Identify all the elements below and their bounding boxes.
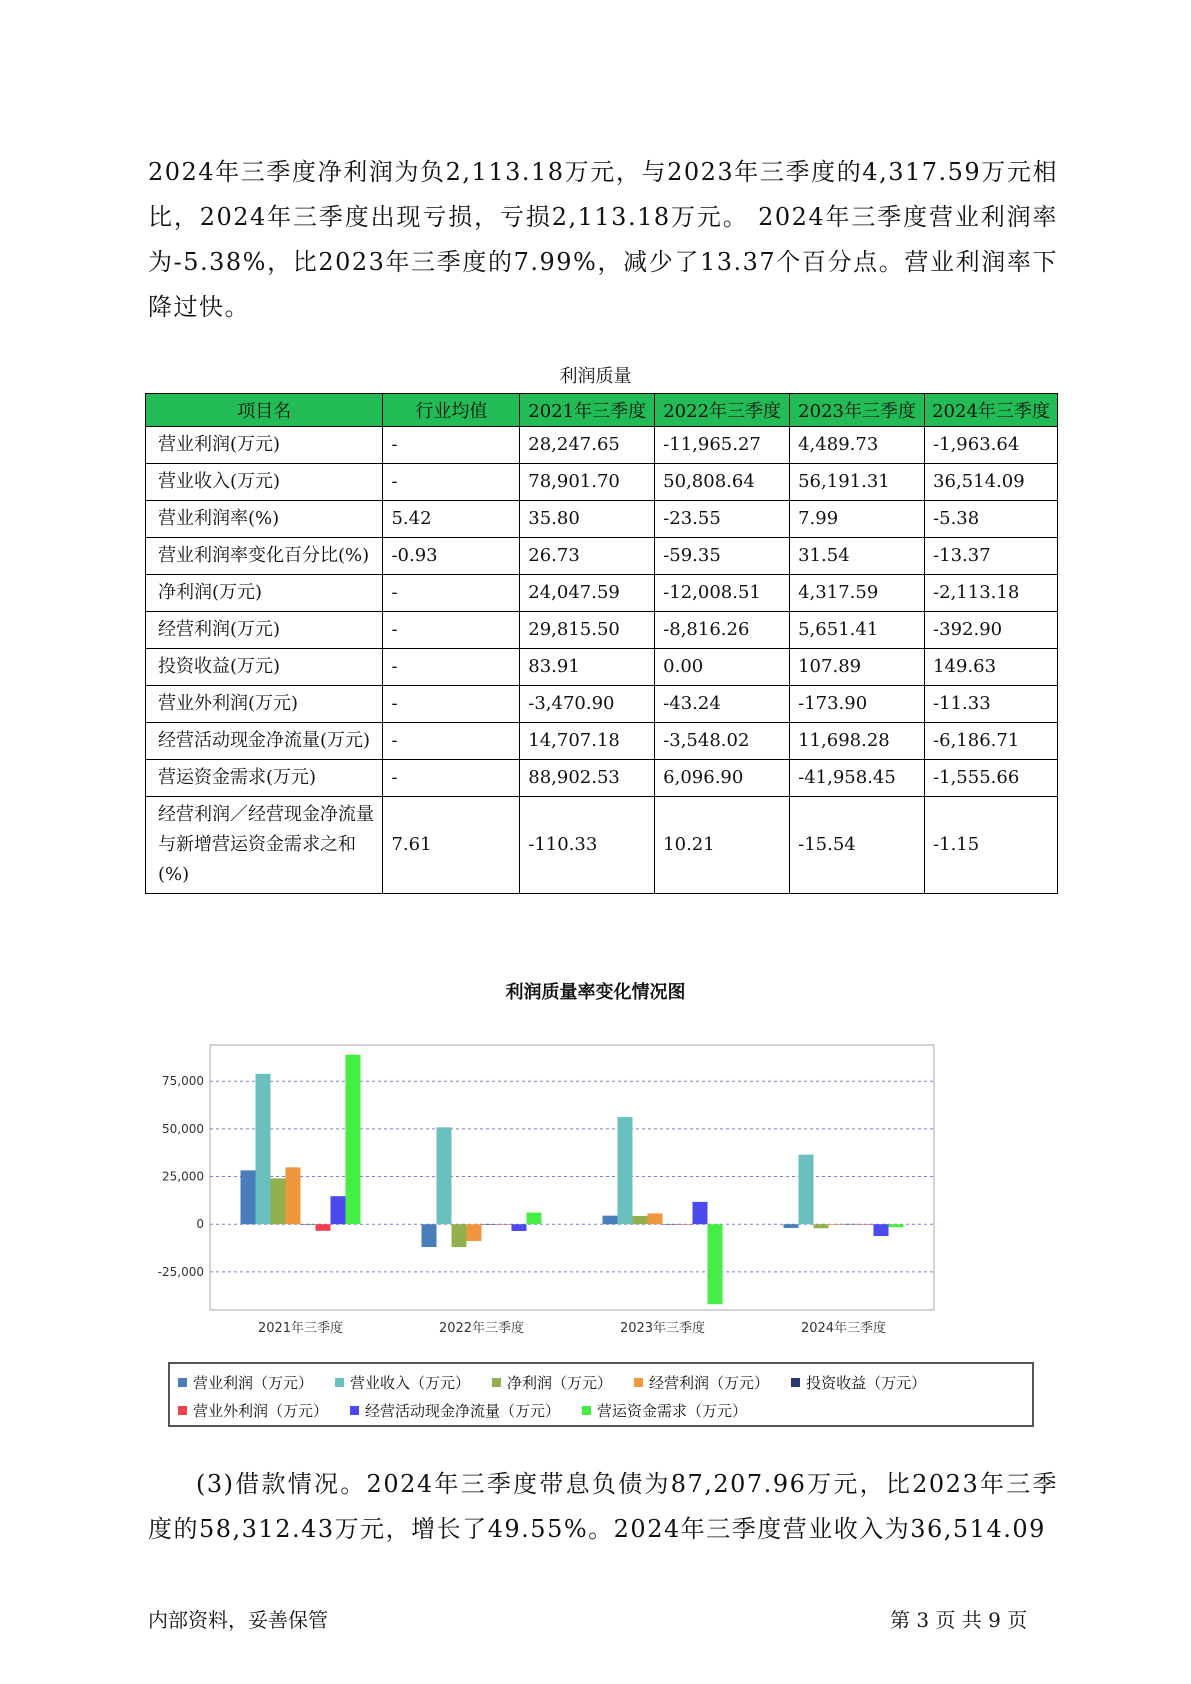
table-cell: 6,096.90: [655, 760, 790, 797]
bar: [784, 1224, 799, 1228]
table-cell: 83.91: [520, 649, 655, 686]
table-row: [146, 427, 1058, 464]
bar: [241, 1170, 256, 1224]
row-label: 经营活动现金净流量(万元): [146, 723, 383, 760]
bar: [603, 1216, 618, 1225]
profit-quality-table: [145, 393, 1058, 894]
table-row: [146, 464, 1058, 501]
table-title: 利润质量: [559, 366, 632, 387]
chart-title: 利润质量率变化情况图: [505, 982, 686, 1003]
bar: [286, 1167, 301, 1224]
legend-swatch: [350, 1406, 359, 1415]
table-cell: -2,113.18: [925, 575, 1058, 612]
bar: [829, 1224, 844, 1225]
legend-label: 经营利润（万元）: [649, 1373, 770, 1392]
table-cell: -: [383, 575, 520, 612]
table-cell: -8,816.26: [655, 612, 790, 649]
legend-label: 投资收益（万元）: [806, 1373, 927, 1392]
table-cell: 107.89: [790, 649, 925, 686]
table-cell: 10.21: [655, 797, 790, 894]
table-cell: 14,707.18: [520, 723, 655, 760]
legend-swatch: [335, 1378, 344, 1387]
table-cell: 7.99: [790, 501, 925, 538]
table-row: [146, 575, 1058, 612]
legend-label: 净利润（万元）: [507, 1373, 613, 1392]
legend-label: 营业外利润（万元）: [193, 1401, 329, 1420]
legend-label: 营运资金需求（万元）: [597, 1401, 748, 1420]
table-cell: 4,317.59: [790, 575, 925, 612]
table-cell: -: [383, 686, 520, 723]
legend-label: 营业利润（万元）: [193, 1373, 314, 1392]
row-label: 经营利润(万元): [146, 612, 383, 649]
table-cell: -43.24: [655, 686, 790, 723]
x-tick-label: 2021年三季度: [257, 1321, 344, 1336]
bar: [316, 1224, 331, 1231]
y-tick-label: 25,000: [162, 1169, 204, 1184]
y-tick-label: -25,000: [157, 1264, 204, 1279]
bar: [437, 1127, 452, 1224]
table-row: [146, 649, 1058, 686]
chart-legend: [168, 1362, 1034, 1427]
table-cell: -1.15: [925, 797, 1058, 894]
bar: [512, 1224, 527, 1231]
legend-swatch: [492, 1378, 501, 1387]
table-cell: 78,901.70: [520, 464, 655, 501]
bar: [497, 1224, 512, 1225]
plot-area: [210, 1045, 934, 1310]
table-cell: -0.93: [383, 538, 520, 575]
table-row: [146, 686, 1058, 723]
bar: [648, 1213, 663, 1224]
bar: [256, 1074, 271, 1224]
table-cell: 0.00: [655, 649, 790, 686]
bar: [618, 1117, 633, 1224]
table-cell: -59.35: [655, 538, 790, 575]
legend-label: 经营活动现金净流量（万元）: [365, 1401, 561, 1420]
table-header-row: [146, 394, 1058, 427]
legend-item: [178, 1372, 313, 1393]
table-cell: 149.63: [925, 649, 1058, 686]
legend-item: [350, 1400, 560, 1421]
y-tick-label: 50,000: [162, 1121, 204, 1136]
table-cell: -41,958.45: [790, 760, 925, 797]
table-cell: 88,902.53: [520, 760, 655, 797]
legend-item: [634, 1372, 769, 1393]
table-cell: -3,470.90: [520, 686, 655, 723]
table-cell: 5.42: [383, 501, 520, 538]
table-row: [146, 797, 1058, 894]
footer-confidential: 内部资料，妥善保管: [148, 1608, 328, 1632]
bar: [331, 1196, 346, 1224]
table-cell: -: [383, 649, 520, 686]
legend-item: [582, 1400, 747, 1421]
header-2023q3: 2023年三季度: [790, 394, 925, 427]
table-cell: 35.80: [520, 501, 655, 538]
legend-swatch: [634, 1378, 643, 1387]
legend-item: [178, 1400, 328, 1421]
bar: [346, 1055, 361, 1224]
table-cell: 5,651.41: [790, 612, 925, 649]
table-cell: -173.90: [790, 686, 925, 723]
table-cell: 28,247.65: [520, 427, 655, 464]
table-row: [146, 538, 1058, 575]
bar: [452, 1224, 467, 1247]
bar: [301, 1224, 316, 1225]
table-cell: 4,489.73: [790, 427, 925, 464]
table-cell: -12,008.51: [655, 575, 790, 612]
table-cell: -: [383, 612, 520, 649]
table-cell: -: [383, 464, 520, 501]
table-cell: 56,191.31: [790, 464, 925, 501]
row-label: 营业利润率变化百分比(%): [146, 538, 383, 575]
row-label: 营业收入(万元): [146, 464, 383, 501]
y-tick-label: 0: [196, 1217, 204, 1232]
table-cell: -: [383, 427, 520, 464]
legend-swatch: [791, 1378, 800, 1387]
table-cell: -: [383, 760, 520, 797]
header-2022q3: 2022年三季度: [655, 394, 790, 427]
legend-swatch: [178, 1406, 187, 1415]
bar: [799, 1155, 814, 1225]
header-industry-avg: 行业均值: [383, 394, 520, 427]
table-cell: 24,047.59: [520, 575, 655, 612]
table-row: [146, 723, 1058, 760]
bar: [874, 1224, 889, 1236]
row-label: 投资收益(万元): [146, 649, 383, 686]
bar: [467, 1224, 482, 1241]
table-cell: -3,548.02: [655, 723, 790, 760]
bar: [633, 1216, 648, 1224]
legend-label: 营业收入（万元）: [350, 1373, 471, 1392]
row-label: 营运资金需求(万元): [146, 760, 383, 797]
table-cell: -23.55: [655, 501, 790, 538]
y-tick-label: 75,000: [162, 1074, 204, 1089]
row-label: 经营利润／经营现金净流量与新增营运资金需求之和(%): [146, 797, 383, 894]
table-cell: 26.73: [520, 538, 655, 575]
bar: [844, 1224, 859, 1225]
table-row: [146, 760, 1058, 797]
row-label: 营业外利润(万元): [146, 686, 383, 723]
table-cell: 50,808.64: [655, 464, 790, 501]
bar: [678, 1224, 693, 1225]
legend-item: [492, 1372, 612, 1393]
paragraph-net-profit: 2024年三季度净利润为负2,113.18万元，与2023年三季度的4,317.59万元相比，2024年三季度出现亏损，亏损2,113.18万元。 2024年三季度营业利润率为-5.38%，比2023年三季度的7.99%，减少了13.37个百分点。营业利润率下降过快。: [148, 158, 1058, 321]
x-tick-label: 2024年三季度: [800, 1321, 887, 1336]
x-tick-label: 2023年三季度: [619, 1321, 706, 1336]
paragraph-borrowing: (3)借款情况。2024年三季度带息负债为87,207.96万元，比2023年三季度的58,312.43万元，增长了49.55%。2024年三季度营业收入为36,514.09: [148, 1470, 1058, 1543]
table-cell: -13.37: [925, 538, 1058, 575]
header-item: 项目名: [146, 394, 383, 427]
bar: [527, 1213, 542, 1225]
row-label: 营业利润率(%): [146, 501, 383, 538]
table-cell: -: [383, 723, 520, 760]
table-cell: -392.90: [925, 612, 1058, 649]
bar-chart: [150, 1010, 1050, 1350]
table-cell: 29,815.50: [520, 612, 655, 649]
table-row: [146, 501, 1058, 538]
table-cell: -5.38: [925, 501, 1058, 538]
bar: [693, 1202, 708, 1224]
bar: [482, 1224, 497, 1225]
table-cell: -110.33: [520, 797, 655, 894]
footer-page-number: 第 3 页 共 9 页: [890, 1608, 1028, 1632]
bar: [271, 1178, 286, 1224]
legend-item: [791, 1372, 926, 1393]
bar: [889, 1224, 904, 1227]
header-2024q3: 2024年三季度: [925, 394, 1058, 427]
table-cell: 36,514.09: [925, 464, 1058, 501]
legend-item: [335, 1372, 470, 1393]
table-cell: 7.61: [383, 797, 520, 894]
bar: [663, 1224, 678, 1225]
bar: [859, 1224, 874, 1225]
table-cell: -11,965.27: [655, 427, 790, 464]
table-cell: -1,963.64: [925, 427, 1058, 464]
bar: [814, 1224, 829, 1228]
table-cell: -6,186.71: [925, 723, 1058, 760]
table-cell: 31.54: [790, 538, 925, 575]
table-cell: -15.54: [790, 797, 925, 894]
legend-swatch: [178, 1378, 187, 1387]
bar: [422, 1224, 437, 1247]
table-cell: -11.33: [925, 686, 1058, 723]
x-tick-label: 2022年三季度: [438, 1321, 525, 1336]
table-cell: 11,698.28: [790, 723, 925, 760]
header-2021q3: 2021年三季度: [520, 394, 655, 427]
table-row: [146, 612, 1058, 649]
bar: [708, 1224, 723, 1304]
legend-swatch: [582, 1406, 591, 1415]
row-label: 净利润(万元): [146, 575, 383, 612]
row-label: 营业利润(万元): [146, 427, 383, 464]
table-cell: -1,555.66: [925, 760, 1058, 797]
